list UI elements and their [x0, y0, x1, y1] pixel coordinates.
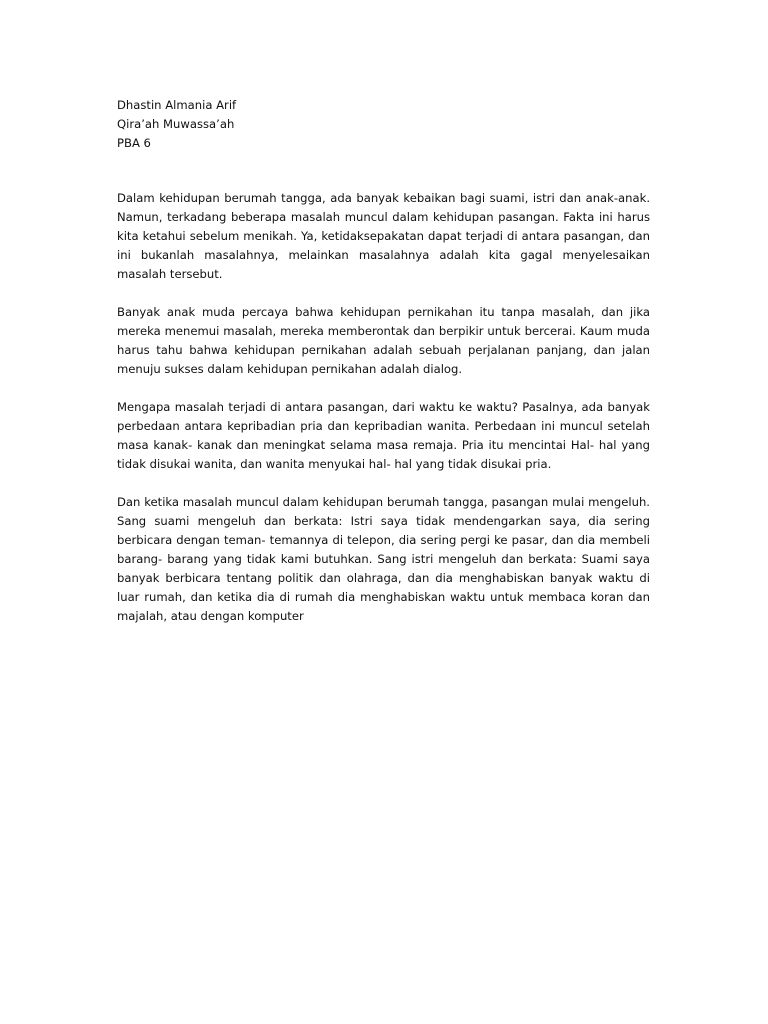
course-name: Qira’ah Muwassa’ah — [117, 117, 235, 131]
author-name: Dhastin Almania Arif — [117, 98, 237, 112]
paragraph-1: Dalam kehidupan berumah tangga, ada banyak kebaikan bagi suami, istri dan anak-anak. Namun, terkadang beberapa masalah muncul dalam kehidupan pasangan. Fakta ini harus kita ketahui sebelum menikah. Ya, ketidaksepakatan dapat terjadi di antara pasangan, dan ini bukanlah masalahnya, melainkan masalahnya adalah kita gagal menyelesaikan masalah tersebut. — [117, 191, 650, 281]
paragraph-2: Banyak anak muda percaya bahwa kehidupan pernikahan itu tanpa masalah, dan jika mereka menemui masalah, mereka memberontak dan berpikir untuk bercerai. Kaum muda harus tahu bahwa kehidupan pernikahan adalah sebuah perjalanan panjang, dan jalan menuju sukses dalam kehidupan pernikahan adalah dialog. — [117, 305, 650, 376]
class-name: PBA 6 — [117, 136, 151, 150]
paragraph-3: Mengapa masalah terjadi di antara pasangan, dari waktu ke waktu? Pasalnya, ada banyak perbedaan antara kepribadian pria dan kepribadian wanita. Perbedaan ini muncul setelah masa kanak- kanak dan meningkat selama masa remaja. Pria itu mencintai Hal- hal yang tidak disukai wanita, dan wanita menyukai hal- hal yang tidak disukai pria. — [117, 400, 650, 471]
paragraph-4: Dan ketika masalah muncul dalam kehidupan berumah tangga, pasangan mulai mengeluh. Sang suami mengeluh dan berkata: Istri saya tidak mendengarkan saya, dia sering berbicara dengan teman- temannya di telepon, dia sering pergi ke pasar, dan dia membeli barang- barang yang tidak kami butuhkan. Sang istri mengeluh dan berkata: Suami saya banyak berbicara tentang politik dan olahraga, dan dia menghabiskan banyak waktu di luar rumah, dan ketika dia di rumah dia menghabiskan waktu untuk membaca koran dan majalah, atau dengan komputer — [117, 495, 650, 623]
document-header — [117, 96, 650, 153]
document-body — [117, 189, 650, 626]
